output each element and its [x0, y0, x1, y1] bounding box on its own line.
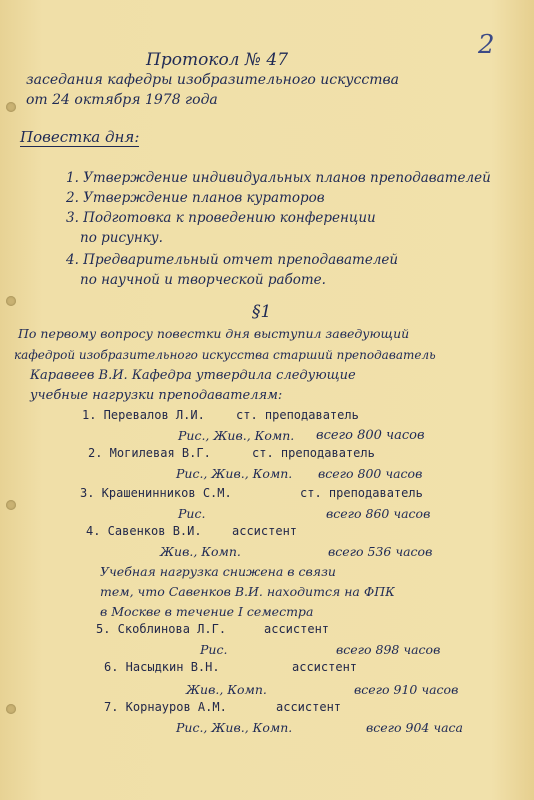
assignee-subjects: Жив., Комп. — [160, 544, 241, 559]
assignee-role: ст. преподаватель — [252, 446, 375, 460]
agenda-item: 1. Утверждение индивидуальных планов преподавателей — [66, 170, 491, 186]
punch-hole — [6, 102, 16, 112]
agenda-item: по рисунку. — [80, 230, 163, 246]
intro-line: По первому вопросу повестки дня выступил заведующий — [18, 326, 410, 341]
assignee-subjects: Рис. — [200, 642, 228, 657]
intro-line: учебные нагрузки преподавателям: — [30, 388, 283, 403]
agenda-item: 2. Утверждение планов кураторов — [66, 190, 325, 206]
assignee-total: всего 800 часов — [316, 428, 425, 443]
agenda-item: 4. Предварительный отчет преподавателей — [66, 252, 399, 268]
note-line: Учебная нагрузка снижена в связи — [100, 564, 336, 579]
meeting-date: от 24 октября 1978 года — [26, 92, 218, 108]
document-title: Протокол № 47 — [146, 50, 289, 70]
agenda-item: 3. Подготовка к проведению конференции — [66, 210, 376, 226]
assignee-subjects: Жив., Комп. — [186, 682, 267, 697]
punch-hole — [6, 500, 16, 510]
assignee-name: 2. Могилевая В.Г. — [88, 446, 211, 460]
punch-hole — [6, 704, 16, 714]
assignee-name: 4. Савенков В.И. — [86, 524, 202, 538]
assignee-role: ассистент — [232, 524, 298, 538]
document-subtitle: заседания кафедры изобразительного искусства — [26, 72, 400, 88]
assignee-subjects: Рис., Жив., Комп. — [176, 466, 293, 481]
section-mark: §1 — [252, 302, 272, 322]
assignee-total: всего 800 часов — [318, 466, 423, 481]
intro-line: Каравеев В.И. Кафедра утвердила следующие — [30, 368, 356, 383]
assignee-total: всего 910 часов — [354, 682, 459, 697]
assignee-total: всего 898 часов — [336, 642, 441, 657]
intro-line: кафедрой изобразительного искусства старший преподаватель — [14, 348, 436, 362]
assignee-subjects: Рис. — [178, 506, 206, 521]
punch-hole — [6, 296, 16, 306]
assignee-name: 5. Скоблинова Л.Г. — [96, 622, 227, 636]
assignee-name: 1. Перевалов Л.И. — [82, 408, 205, 422]
assignee-name: 6. Насыдкин В.Н. — [104, 660, 220, 674]
assignee-subjects: Рис., Жив., Комп. — [176, 720, 293, 735]
assignee-role: ассистент — [292, 660, 358, 674]
agenda-item: по научной и творческой работе. — [80, 272, 326, 288]
assignee-role: ст. преподаватель — [236, 408, 359, 422]
note-line: в Москве в течение I семестра — [100, 604, 314, 619]
note-line: тем, что Савенков В.И. находится на ФПК — [100, 584, 395, 599]
assignee-role: ассистент — [276, 700, 342, 714]
assignee-total: всего 860 часов — [326, 506, 431, 521]
assignee-role: ст. преподаватель — [300, 486, 423, 500]
assignee-subjects: Рис., Жив., Комп. — [178, 428, 295, 443]
page-number: 2 — [478, 30, 495, 60]
assignee-name: 7. Корнауров А.М. — [104, 700, 227, 714]
assignee-name: 3. Крашенинников С.М. — [80, 486, 232, 500]
assignee-total: всего 536 часов — [328, 544, 433, 559]
assignee-total: всего 904 часа — [366, 720, 464, 735]
agenda-heading: Повестка дня: — [20, 128, 140, 146]
assignee-role: ассистент — [264, 622, 330, 636]
